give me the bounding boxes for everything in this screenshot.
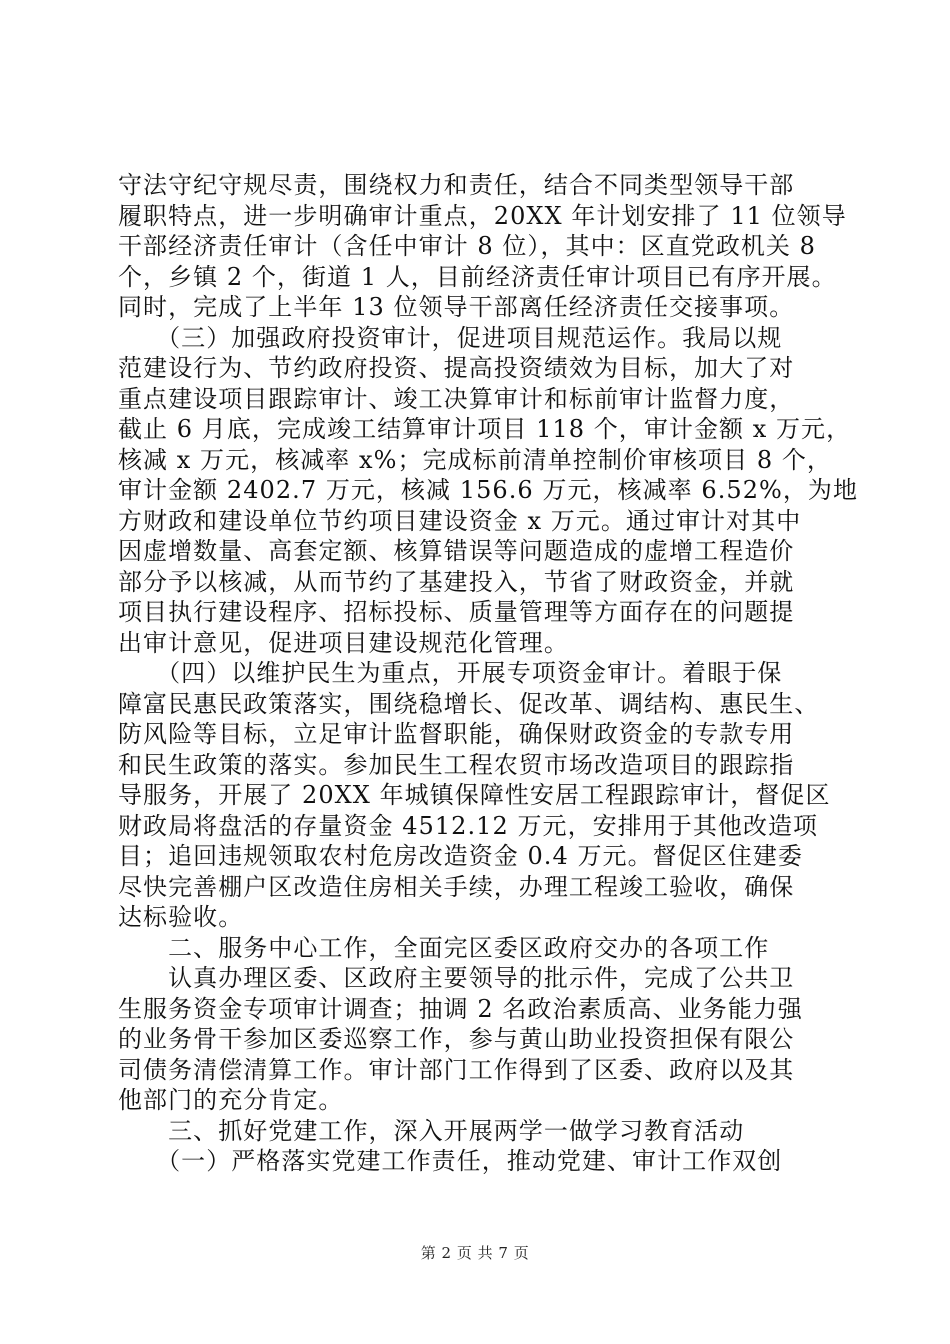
text-line: 部分予以核减，从而节约了基建投入，节省了财政资金，并就 [118,567,795,596]
page-footer: 第 2 页 共 7 页 [420,1244,530,1262]
text-line: 范建设行为、节约政府投资、提高投资绩效为目标，加大了对 [118,354,795,382]
text-line: 尽快完善棚户区改造住房相关手续，办理工程竣工验收，确保 [118,872,795,901]
text-line: 出审计意见，促进项目建设规范化管理。 [118,628,569,657]
text-line: 生服务资金专项审计调查；抽调 2 名政治素质高、业务能力强 [118,994,803,1023]
text-line: 审计金额 2402.7 万元，核减 156.6 万元，核减率 6.52%，为地 [118,476,859,504]
text-line: 财政局将盘活的存量资金 4512.12 万元，安排用于其他改造项 [118,811,819,840]
text-line: 导服务，开展了 20XX 年城镇保障性安居工程跟踪审计，督促区 [118,781,831,809]
text-line: 重点建设项目跟踪审计、竣工决算审计和标前审计监督力度， [118,384,795,413]
text-line: 认真办理区委、区政府主要领导的批示件，完成了公共卫 [118,964,795,992]
text-line: 和民生政策的落实。参加民生工程农贸市场改造项目的跟踪指 [118,750,795,779]
text-line: （一）严格落实党建工作责任，推动党建、审计工作双创 [118,1147,783,1175]
text-line: 同时，完成了上半年 13 位领导干部离任经济责任交接事项。 [118,293,795,321]
text-line: （三）加强政府投资审计，促进项目规范运作。我局以规 [118,323,783,352]
text-line: 截止 6 月底，完成竣工结算审计项目 118 个，审计金额 x 万元， [118,415,852,443]
text-line: 守法守纪守规尽责，围绕权力和责任，结合不同类型领导干部 [118,171,795,199]
text-line: 履职特点，进一步明确审计重点，20XX 年计划安排了 11 位领导 [118,201,847,230]
text-line: 的业务骨干参加区委巡察工作，参与黄山助业投资担保有限公 [118,1025,795,1053]
text-line: 项目执行建设程序、招标投标、质量管理等方面存在的问题提 [118,598,795,626]
text-line: 障富民惠民政策落实，围绕稳增长、促改革、调结构、惠民生、 [118,689,820,718]
text-line: （四）以维护民生为重点，开展专项资金审计。着眼于保 [118,659,783,687]
text-line: 司债务清偿清算工作。审计部门工作得到了区委、政府以及其 [118,1055,795,1084]
text-line: 二、服务中心工作，全面完区委区政府交办的各项工作 [118,933,770,962]
text-line: 防风险等目标，立足审计监督职能，确保财政资金的专款专用 [118,720,795,748]
document-body [118,170,859,1177]
text-line: 核减 x 万元，核减率 x%；完成标前清单控制价审核项目 8 个， [118,445,832,474]
text-line: 个，乡镇 2 个，街道 1 人，目前经济责任审计项目已有序开展。 [118,262,837,291]
text-line: 三、抓好党建工作，深入开展两学一做学习教育活动 [118,1116,745,1145]
text-line: 达标验收。 [118,903,244,931]
text-line: 方财政和建设单位节约项目建设资金 x 万元。通过审计对其中 [118,506,802,535]
text-line: 他部门的充分肯定。 [118,1086,344,1114]
text-line: 目；追回违规领取农村危房改造资金 0.4 万元。督促区住建委 [118,842,803,870]
text-line: 干部经济责任审计（含任中审计 8 位），其中：区直党政机关 8 [118,232,816,260]
text-line: 因虚增数量、高套定额、核算错误等问题造成的虚增工程造价 [118,537,795,565]
